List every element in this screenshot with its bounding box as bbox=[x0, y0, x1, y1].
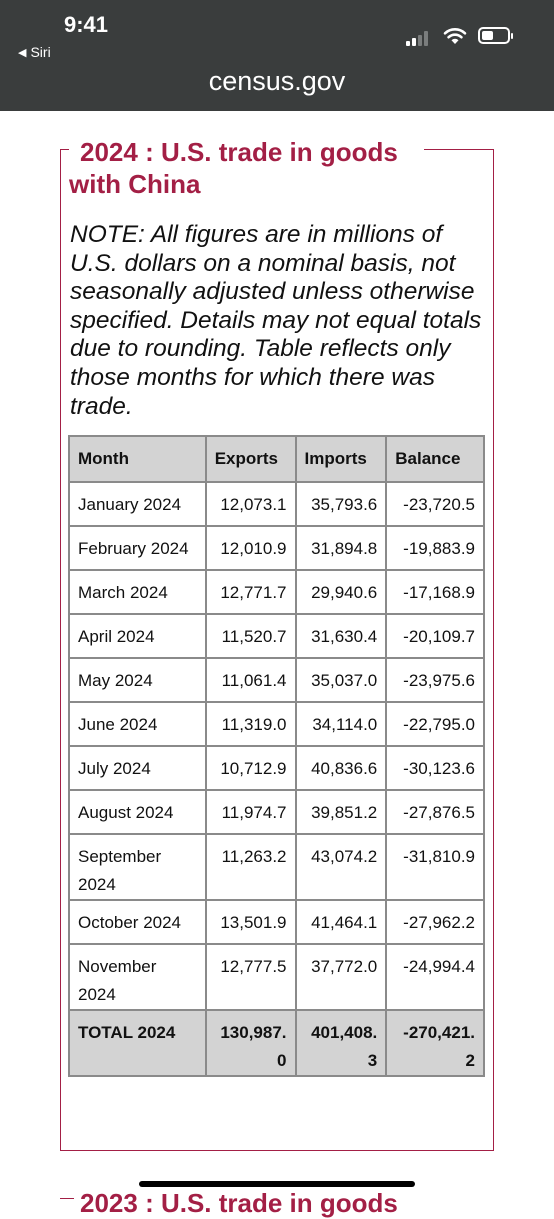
cell-imports: 40,836.6 bbox=[296, 746, 387, 790]
cell-exports: 11,061.4 bbox=[206, 658, 296, 702]
table-row bbox=[69, 834, 484, 900]
cell-balance: -22,795.0 bbox=[386, 702, 484, 746]
cell-balance: -23,975.6 bbox=[386, 658, 484, 702]
header-month: Month bbox=[69, 436, 206, 482]
cell-month: April 2024 bbox=[69, 614, 206, 658]
section-title-line2: with China bbox=[69, 169, 201, 199]
trade-table bbox=[68, 435, 485, 1077]
next-section-title: 2023 : U.S. trade in goods bbox=[80, 1188, 398, 1218]
cell-balance: -31,810.9 bbox=[386, 834, 484, 900]
cell-month: October 2024 bbox=[69, 900, 206, 944]
cell-balance: -20,109.7 bbox=[386, 614, 484, 658]
cell-imports: 29,940.6 bbox=[296, 570, 387, 614]
cellular-signal-icon bbox=[406, 30, 432, 46]
cell-balance: -19,883.9 bbox=[386, 526, 484, 570]
cell-month: November 2024 bbox=[69, 944, 206, 1010]
table-row bbox=[69, 900, 484, 944]
cell-imports: 37,772.0 bbox=[296, 944, 387, 1010]
cell-exports: 12,010.9 bbox=[206, 526, 296, 570]
cell-balance: -23,720.5 bbox=[386, 482, 484, 526]
cell-balance: -27,962.2 bbox=[386, 900, 484, 944]
cell-exports: 11,263.2 bbox=[206, 834, 296, 900]
cell-imports: 35,037.0 bbox=[296, 658, 387, 702]
section-title bbox=[69, 136, 429, 200]
status-time: 9:41 bbox=[64, 12, 109, 37]
cell-month: September 2024 bbox=[69, 834, 206, 900]
address-bar-url[interactable]: census.gov bbox=[208, 66, 346, 96]
cell-exports: 11,520.7 bbox=[206, 614, 296, 658]
back-to-siri-button[interactable] bbox=[18, 44, 51, 60]
wifi-icon bbox=[442, 26, 468, 46]
header-balance: Balance bbox=[386, 436, 484, 482]
table-row bbox=[69, 746, 484, 790]
cell-month: May 2024 bbox=[69, 658, 206, 702]
back-label: Siri bbox=[30, 44, 51, 60]
browser-top-bar bbox=[0, 0, 554, 111]
table-row bbox=[69, 526, 484, 570]
table-row bbox=[69, 702, 484, 746]
cell-balance: -27,876.5 bbox=[386, 790, 484, 834]
cell-balance: -17,168.9 bbox=[386, 570, 484, 614]
home-indicator[interactable] bbox=[139, 1181, 415, 1187]
cell-imports: 35,793.6 bbox=[296, 482, 387, 526]
cell-imports: 34,114.0 bbox=[296, 702, 387, 746]
cell-total-exports: 130,987.0 bbox=[206, 1010, 296, 1076]
cell-month: June 2024 bbox=[69, 702, 206, 746]
cell-imports: 41,464.1 bbox=[296, 900, 387, 944]
battery-icon bbox=[478, 27, 510, 44]
table-row bbox=[69, 658, 484, 702]
cell-total-balance: -270,421.2 bbox=[386, 1010, 484, 1076]
cell-balance: -30,123.6 bbox=[386, 746, 484, 790]
cell-exports: 11,974.7 bbox=[206, 790, 296, 834]
cell-month: February 2024 bbox=[69, 526, 206, 570]
table-header-row bbox=[69, 436, 484, 482]
cell-exports: 10,712.9 bbox=[206, 746, 296, 790]
table-row bbox=[69, 482, 484, 526]
cell-exports: 12,771.7 bbox=[206, 570, 296, 614]
next-box-border-segment bbox=[60, 1198, 74, 1199]
back-triangle-icon: ◀ bbox=[18, 46, 27, 59]
cell-balance: -24,994.4 bbox=[386, 944, 484, 1010]
cell-month: August 2024 bbox=[69, 790, 206, 834]
table-row bbox=[69, 790, 484, 834]
cell-exports: 12,073.1 bbox=[206, 482, 296, 526]
header-imports: Imports bbox=[296, 436, 387, 482]
table-row bbox=[69, 944, 484, 1010]
cell-total-imports: 401,408.3 bbox=[296, 1010, 387, 1076]
table-row bbox=[69, 614, 484, 658]
cell-exports: 11,319.0 bbox=[206, 702, 296, 746]
cell-imports: 31,894.8 bbox=[296, 526, 387, 570]
cell-total-label: TOTAL 2024 bbox=[69, 1010, 206, 1076]
table-row bbox=[69, 570, 484, 614]
cell-exports: 12,777.5 bbox=[206, 944, 296, 1010]
section-note: NOTE: All figures are in millions of U.S. dollars on a nominal basis, not seasonally adjusted unless otherwise specified. Details may not equal totals due to rounding. Table reflects only those months for which there was trade. bbox=[70, 221, 482, 420]
table-total-row bbox=[69, 1010, 484, 1076]
cell-month: January 2024 bbox=[69, 482, 206, 526]
cell-exports: 13,501.9 bbox=[206, 900, 296, 944]
cell-imports: 43,074.2 bbox=[296, 834, 387, 900]
header-exports: Exports bbox=[206, 436, 296, 482]
cell-imports: 31,630.4 bbox=[296, 614, 387, 658]
section-title-line1: 2024 : U.S. trade in goods bbox=[69, 137, 398, 167]
cell-imports: 39,851.2 bbox=[296, 790, 387, 834]
cell-month: March 2024 bbox=[69, 570, 206, 614]
cell-month: July 2024 bbox=[69, 746, 206, 790]
box-border-right-segment bbox=[424, 149, 494, 150]
